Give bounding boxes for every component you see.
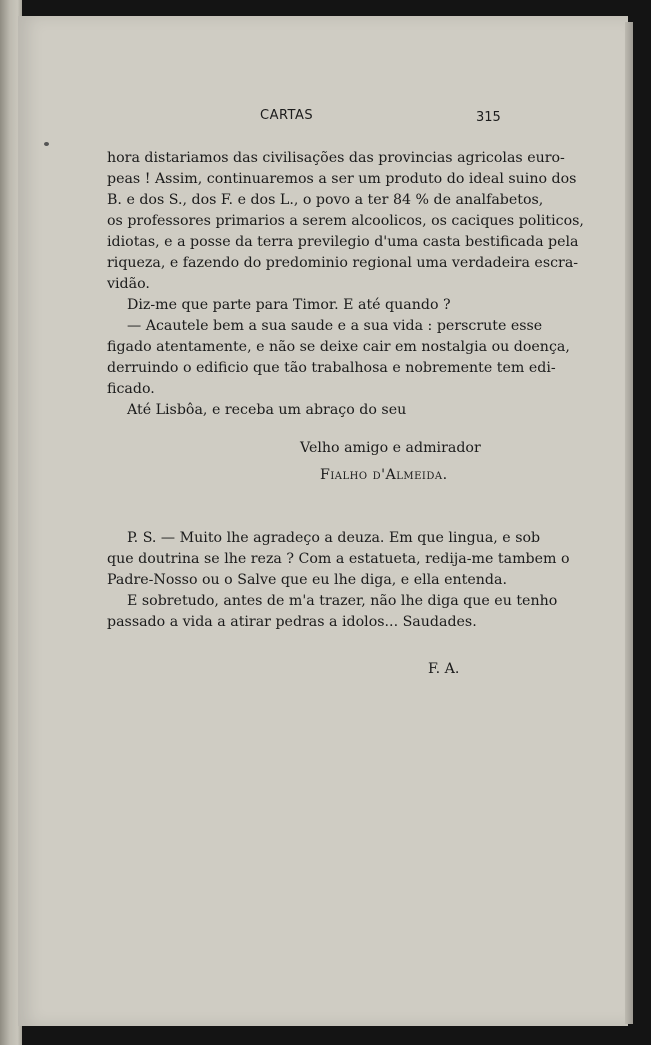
letter-line: hora distariamos das civilisações das provincias agricolas euro- [107, 150, 565, 166]
page-right-edge [625, 22, 633, 1024]
letter-line: ficado. [107, 381, 155, 397]
signature: Fialho d'Almeida. [320, 467, 448, 483]
closing-line: Velho amigo e admirador [300, 440, 481, 456]
letter-line: Até Lisbôa, e receba um abraço do seu [127, 402, 407, 418]
postscript-line: E sobretudo, antes de m'a trazer, não lhe diga que eu tenho [127, 593, 558, 609]
letter-line: — Acautele bem a sua saude e a sua vida : perscrute esse [127, 318, 543, 334]
letter-line: derruindo o edificio que tão trabalhosa e nobremente tem edi- [107, 360, 556, 376]
running-header: CARTAS [260, 108, 314, 123]
ink-speck [44, 142, 49, 146]
letter-line: figado atentamente, e não se deixe cair em nostalgia ou doença, [107, 339, 570, 355]
letter-line: idiotas, e a posse da terra previlegio d'uma casta bestificada pela [107, 234, 579, 250]
initials: F. A. [428, 661, 460, 677]
postscript-line: P. S. — Muito lhe agradeço a deuza. Em que lingua, e sob [127, 530, 541, 546]
letter-line: B. e dos S., dos F. e dos L., o povo a ter 84 % de analfabetos, [107, 192, 544, 208]
letter-line: vidão. [107, 276, 150, 292]
postscript-line: que doutrina se lhe reza ? Com a estatueta, redija-me tambem o [107, 551, 570, 567]
page-number: 315 [476, 110, 501, 125]
letter-line: peas ! Assim, continuaremos a ser um produto do ideal suino dos [107, 171, 577, 187]
letter-line: os professores primarios a serem alcoolicos, os caciques politicos, [107, 213, 584, 229]
letter-line: riqueza, e fazendo do predominio regional uma verdadeira escra- [107, 255, 579, 271]
letter-line: Diz-me que parte para Timor. E até quando ? [127, 297, 451, 313]
book-page [18, 16, 628, 1026]
postscript-line: passado a vida a atirar pedras a idolos... Saudades. [107, 614, 477, 630]
postscript-line: Padre-Nosso ou o Salve que eu lhe diga, e ella entenda. [107, 572, 507, 588]
